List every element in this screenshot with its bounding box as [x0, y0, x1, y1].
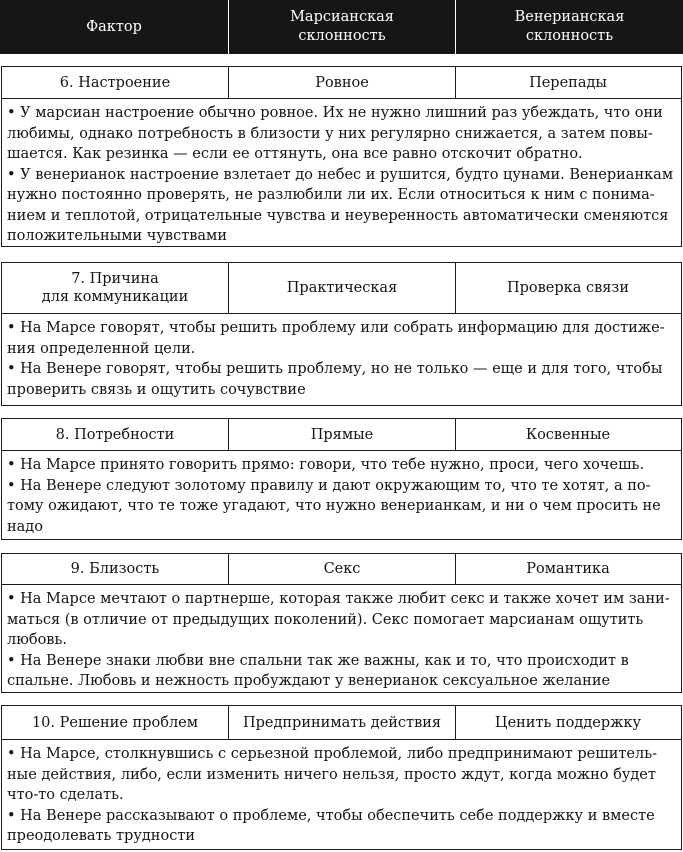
header-factor: Фактор [0, 0, 229, 54]
mars-description: • На Марсе говорят, чтобы решить проблему или собрать информацию для достиже-ния определенной цели. [7, 320, 665, 357]
mars-description: • На Марсе, столкнувшись с серьезной проблемой, либо предпринимают решитель-ные действия, либо, если изменить ничего нельзя, просто ждут, когда можно будет что-то сделать. [7, 746, 658, 803]
venus-description: • На Венере говорят, чтобы решить проблему, но не только — еще и для того, чтобы проверить связь и ощутить сочувствие [7, 361, 663, 398]
mars-tendency: Секс [229, 554, 456, 584]
mars-description: • На Марсе принято говорить прямо: говори, что тебе нужно, проси, чего хочешь. [7, 457, 645, 473]
mars-tendency: Предпринимать действия [229, 706, 456, 739]
factor-name [2, 263, 229, 313]
factor-block-10 [1, 705, 682, 850]
factor-block-7 [1, 262, 682, 406]
factor-row [2, 554, 681, 585]
venus-description: • На Венере рассказывают о проблеме, чтобы обеспечить себе поддержку и вместе преодолевать трудности [7, 807, 655, 844]
header-venus [456, 0, 683, 54]
venus-description: • У венерианок настроение взлетает до небес и рушится, будто цунами. Венерианкам нужно постоянно проверять, не разлюбили ли их. Если относиться к ним с понима-нием и теплотой, отрицательные чувства и неуверенность автоматически сменяются положительными чувствами [7, 166, 674, 244]
venus-description: • На Венере следуют золотому правилу и дают окружающим то, что те хотят, а по-тому ожидают, что те тоже угадают, что нужно венерианкам, и ни о чем просить не надо [7, 477, 661, 535]
factor-description [2, 99, 681, 247]
factor-row [2, 706, 681, 740]
factor-description [2, 314, 681, 400]
factor-block-6 [1, 66, 682, 247]
mars-description: • На Марсе мечтают о партнерше, которая также любит секс и также хочет им зани-маться (в отличие от предыдущих поколений). Секс помогает марсианам ощутить любовь. [7, 591, 670, 648]
header-mars-text: Марсианская склонность [290, 9, 394, 44]
mars-description: • У марсиан настроение обычно ровное. Их не нужно лишний раз убеждать, что они любимы, однако потребность в близости у них регулярно снижается, а затем повы-шается. Как резинка — если ее оттянуть, она все равно отскочит обратно. [7, 105, 663, 162]
factor-row [2, 263, 681, 314]
venus-tendency: Романтика [526, 561, 610, 577]
factor-block-9 [1, 553, 682, 693]
factor-description [2, 451, 681, 537]
venus-tendency: Проверка связи [506, 280, 629, 296]
factor-row [2, 67, 681, 99]
table-header [0, 0, 683, 54]
header-venus-text: Венерианская склонность [514, 9, 625, 44]
factor-name: 8. Потребности [2, 419, 229, 450]
factor-block-8 [1, 418, 682, 540]
mars-tendency: Практическая [229, 263, 456, 313]
factor-name-text: 7. Причина для коммуникации [41, 271, 189, 305]
factor-description [2, 585, 681, 692]
factor-name: 6. Настроение [2, 67, 229, 98]
mars-tendency: Прямые [229, 419, 456, 450]
factor-name: 9. Близость [2, 554, 229, 584]
factor-row [2, 419, 681, 451]
factor-name: 10. Решение проблем [2, 706, 229, 739]
venus-tendency: Ценить поддержку [494, 714, 642, 731]
factor-description [2, 740, 681, 847]
header-mars [229, 0, 456, 54]
mars-tendency: Ровное [229, 67, 456, 98]
venus-description: • На Венере знаки любви вне спальни так же важны, как и то, что происходит в спальне. Любовь и нежность пробуждают у венерианок сексуальное желание [7, 652, 629, 689]
venus-tendency: Косвенные [525, 426, 611, 443]
venus-tendency: Перепады [529, 74, 607, 91]
